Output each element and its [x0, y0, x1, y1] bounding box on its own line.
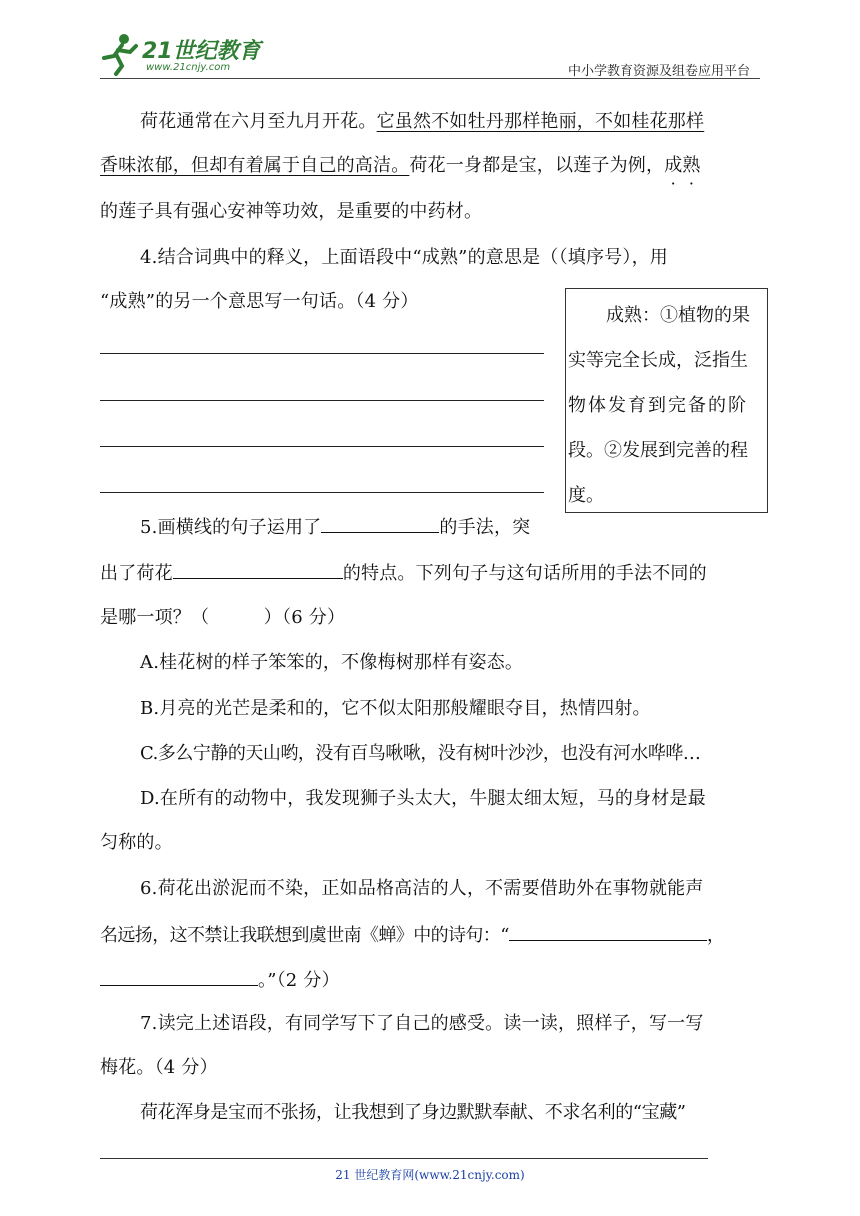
q6-text: 。”（2 分） [258, 970, 340, 991]
fill-blank[interactable] [100, 967, 258, 986]
q5-line-2 [100, 560, 707, 586]
emphasis-char: 成 [664, 155, 683, 176]
passage-text: 荷花通常在六月至九月开花。 [140, 111, 377, 132]
q6-line-2 [100, 922, 725, 948]
q6-text: ， [706, 925, 726, 946]
logo-url-text: www.21cnjy.com [146, 62, 231, 73]
q4-text: 4.结合词典中的释义，上面语段中“成熟”的意思是（（填序号），用 [140, 247, 668, 268]
emphasis-char: 熟 [682, 155, 701, 176]
q5-text: 5.画横线的句子运用了 [140, 517, 322, 538]
q7-line-1 [100, 1012, 704, 1036]
underlined-sentence: 它虽然不如牡丹那样艳丽，不如桂花那样 [376, 111, 705, 132]
q6-text: 名远扬，这不禁让我联想到虞世南《蝉》中的诗句：“ [100, 925, 509, 946]
option-text: C.多么宁静的天山哟，没有百鸟啾啾，没有树叶沙沙，也没有河水哗哗… [140, 743, 701, 764]
option-text: D.在所有的动物中，我发现狮子头太大，牛腿太细太短，马的身材是最 [140, 788, 706, 809]
dictionary-box [565, 288, 768, 513]
q5-line-3: 是哪一项？（ ）（6 分） [100, 607, 346, 628]
fill-blank[interactable] [321, 514, 439, 533]
passage-text: 荷花一身都是宝，以莲子为例， [409, 155, 665, 176]
q6-line-1 [100, 877, 704, 901]
q5-option-c[interactable] [100, 742, 700, 766]
dict-line: 实等完全长成，泛指生 [568, 350, 748, 371]
q4-line-2: “成熟”的另一个意思写一句话。（4 分） [100, 291, 419, 312]
q7-text: 荷花浑身是宝而不张扬，让我想到了身边默默奉献、不求名利的“宝藏” [140, 1102, 686, 1123]
dict-line: 成熟：①植物的果 [606, 305, 750, 326]
option-text: B.月亮的光芒是柔和的，它不似太阳那般耀眼夺目，热情四射。 [140, 698, 651, 719]
q6-text: 6.荷花出淤泥而不染，正如品格高洁的人，不需要借助外在事物就能声 [140, 878, 704, 899]
footer-link[interactable]: 21 世纪教育网(www.21cnjy.com) [335, 1168, 525, 1182]
q5-text: 的特点。下列句子与这句话所用的手法不同的 [342, 563, 707, 584]
dict-line: 物体发育到完备的阶 [568, 395, 748, 416]
q5-text: 的手法，突 [439, 517, 531, 538]
logo [96, 30, 266, 78]
q5-option-d[interactable] [100, 787, 706, 811]
header-rule [100, 78, 760, 79]
option-text: A.桂花树的样子笨笨的，不像梅树那样有姿态。 [140, 652, 524, 673]
passage-line-3: 的莲子具有强心安神等功效，是重要的中药材。 [100, 201, 483, 222]
logo-main-text: 21世纪教育 [142, 39, 261, 64]
q6-line-3 [100, 967, 340, 993]
passage-line-1 [100, 110, 704, 134]
q5-line-1 [100, 514, 530, 540]
footer-rule [100, 1158, 708, 1159]
q5-option-d-cont: 匀称的。 [100, 832, 173, 853]
q7-line-3 [100, 1101, 686, 1125]
q7-text: 7.读完上述语段，有同学写下了自己的感受。读一读，照样子，写一写 [140, 1013, 704, 1034]
q5-option-b[interactable] [100, 697, 651, 721]
q5-text: 出了荷花 [100, 563, 173, 584]
q7-line-2: 梅花。（4 分） [100, 1057, 218, 1078]
passage-line-2 [100, 154, 701, 178]
dict-line: 度。 [568, 485, 604, 506]
fill-blank[interactable] [173, 560, 343, 579]
answer-line[interactable] [100, 446, 544, 447]
q5-option-a[interactable] [100, 651, 523, 675]
platform-name: 中小学教育资源及组卷应用平台 [568, 64, 751, 79]
runner-logo-icon [96, 32, 140, 76]
q4-line-1 [100, 246, 668, 270]
answer-line[interactable] [100, 492, 544, 493]
dict-line: 段。②发展到完善的程 [568, 440, 748, 461]
fill-blank[interactable] [509, 922, 707, 941]
answer-line[interactable] [100, 400, 544, 401]
underlined-sentence: 香味浓郁，但却有着属于自己的高洁。 [100, 155, 410, 176]
header [0, 0, 860, 80]
answer-line[interactable] [100, 353, 544, 354]
